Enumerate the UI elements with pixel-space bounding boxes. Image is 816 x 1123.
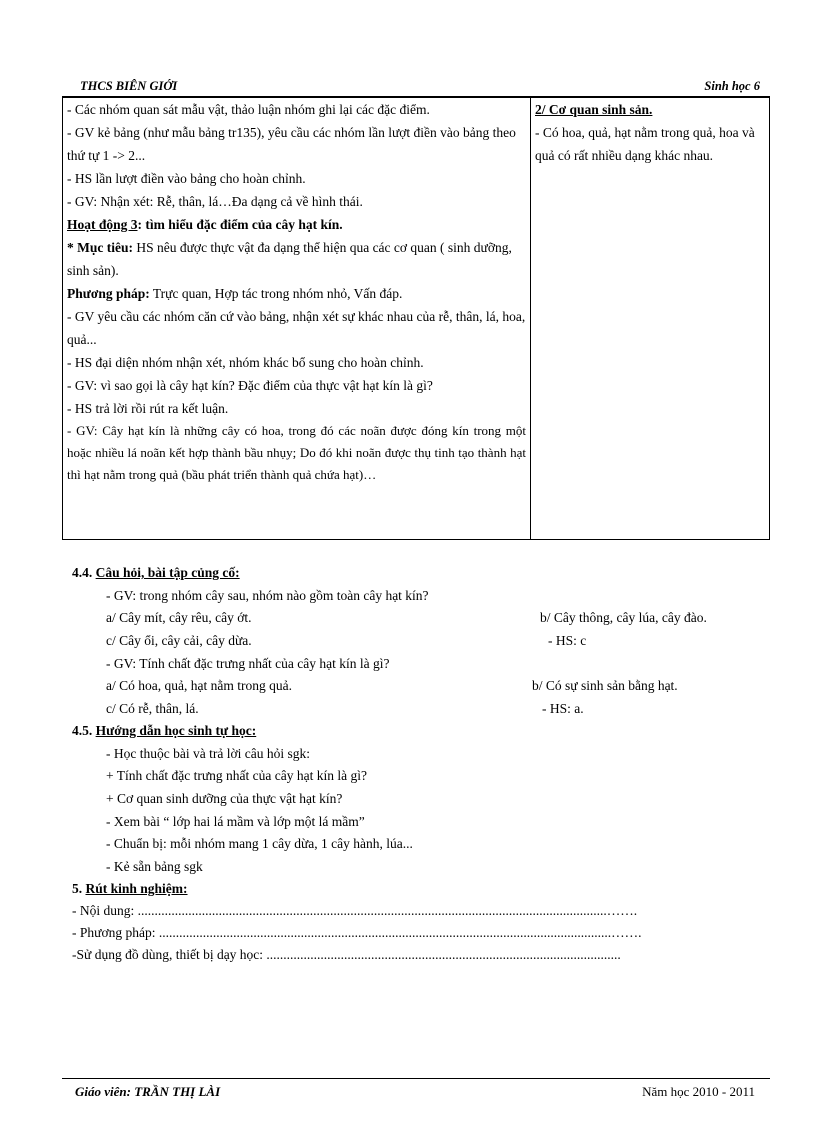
answer: - HS: c [548, 633, 587, 648]
objective: * Mục tiêu: HS nêu được thực vật đa dạng thể hiện qua các cơ quan ( sinh dưỡng, sinh sản). [67, 240, 512, 278]
option: a/ Có hoa, quả, hạt nằm trong quả. [106, 678, 292, 693]
list-item: - Xem bài “ lớp hai lá mầm và lớp một lá mầm” [106, 814, 365, 829]
list-item: + Cơ quan sinh dưỡng của thực vật hạt kín? [106, 791, 343, 806]
left-line: - GV: Nhận xét: Rễ, thân, lá…Đa dạng cả về hình thái. [67, 194, 363, 209]
option: b/ Có sự sinh sản bằng hạt. [532, 678, 678, 693]
left-line: - HS trả lời rồi rút ra kết luận. [67, 401, 229, 416]
question: - GV: trong nhóm cây sau, nhóm nào gồm toàn cây hạt kín? [106, 588, 429, 603]
question: - GV: Tính chất đặc trưng nhất của cây hạt kín là gì? [106, 656, 390, 671]
option: c/ Cây ổi, cây cải, cây dừa. [106, 633, 252, 648]
right-heading: 2/ Cơ quan sinh sản. [535, 102, 653, 117]
section-title: Rút kinh nghiệm: [85, 881, 188, 896]
section-5: 5. Rút kinh nghiệm: - Nội dung: ...........................................................................................................................................……. - Phương pháp: ......................................................................................................................................……. -Sử dụng đồ dùng, thiết bị dạy học: ......................................................................................................... [72, 878, 762, 968]
left-line: - GV yêu cầu các nhóm căn cứ vào bảng, nhận xét sự khác nhau của rễ, thân, lá, hoa, quả... [67, 309, 526, 347]
option: b/ Cây thông, cây lúa, cây đào. [540, 610, 707, 625]
section-4-4: 4.4. Câu hỏi, bài tập củng cố: - GV: trong nhóm cây sau, nhóm nào gồm toàn cây hạt kín? a/ Cây mít, cây rêu, cây ớt. b/ Cây thông, cây lúa, cây đào. c/ Cây ổi, cây cải, cây dừa. - HS: c - GV: Tính chất đặc trưng nhất của cây hạt kín là gì? a/ Có hoa, quả, hạt nằm trong quả. b/ Có sự sinh sản bằng hạt. c/ Có rễ, thân, lá. - HS: a. [72, 562, 762, 722]
school-name: THCS BIÊN GIỚI [80, 79, 178, 93]
option: a/ Cây mít, cây rêu, cây ớt. [106, 610, 252, 625]
school-year: Năm học 2010 - 2011 [642, 1084, 755, 1099]
gv-conclusion: - GV: Cây hạt kín là những cây có hoa, trong đó các noãn được đóng kín trong một hoặc nhiều lá noãn kết hợp thành bầu nhụy; Do đó khi noãn được thụ tinh tạo thành hạt thì hạt nằm trong quả (bầu phát triển thành quả chứa hạt)… [67, 423, 526, 482]
page-header [80, 79, 760, 97]
left-line: - GV kẻ bảng (như mẫu bảng tr135), yêu cầu các nhóm lần lượt điền vào bảng theo thứ tự 1 -> 2... [67, 125, 516, 163]
left-line: - HS đại diện nhóm nhận xét, nhóm khác bổ sung cho hoàn chỉnh. [67, 355, 424, 370]
list-item: - Kẻ sẵn bảng sgk [106, 859, 203, 874]
feedback-line: - Nội dung: ...........................................................................................................................................……. [72, 903, 638, 918]
method: Phương pháp: Trực quan, Hợp tác trong nhóm nhỏ, Vấn đáp. [67, 286, 403, 301]
lesson-table [62, 97, 770, 540]
right-text: - Có hoa, quả, hạt nằm trong quả, hoa và quả có rất nhiều dạng khác nhau. [535, 125, 755, 163]
feedback-line: -Sử dụng đồ dùng, thiết bị dạy học: ......................................................................................................... [72, 947, 621, 962]
section-title: Hướng dẫn học sinh tự học: [95, 723, 257, 738]
section-4-5: 4.5. Hướng dẫn học sinh tự học: - Học thuộc bài và trả lời câu hỏi sgk: + Tính chất đặc trưng nhất của cây hạt kín là gì? + Cơ quan sinh dưỡng của thực vật hạt kín? - Xem bài “ lớp hai lá mầm và lớp một lá mầm” - Chuẩn bị: mỗi nhóm mang 1 cây dừa, 1 cây hành, lúa... - Kẻ sẵn bảng sgk [72, 720, 762, 880]
left-line: - Các nhóm quan sát mẫu vật, thảo luận nhóm ghi lại các đặc điểm. [67, 102, 430, 117]
list-item: - Chuẩn bị: mỗi nhóm mang 1 cây dừa, 1 cây hành, lúa... [106, 836, 413, 851]
content-column [531, 98, 770, 540]
answer: - HS: a. [542, 701, 584, 716]
list-item: + Tính chất đặc trưng nhất của cây hạt kín là gì? [106, 768, 367, 783]
teacher-name: Giáo viên: TRẦN THỊ LÀI [75, 1084, 221, 1099]
subject-name: Sinh học 6 [704, 79, 760, 93]
activity-column [63, 98, 531, 540]
list-item: - Học thuộc bài và trả lời câu hỏi sgk: [106, 746, 310, 761]
left-line: - HS lần lượt điền vào bảng cho hoàn chỉnh. [67, 171, 306, 186]
feedback-line: - Phương pháp: ......................................................................................................................................……. [72, 925, 642, 940]
section-title: Câu hỏi, bài tập củng cố: [95, 565, 240, 580]
footer-rule [62, 1078, 770, 1079]
left-line: - GV: vì sao gọi là cây hạt kín? Đặc điểm của thực vật hạt kín là gì? [67, 378, 433, 393]
option: c/ Có rễ, thân, lá. [106, 701, 199, 716]
activity-heading: Hoạt động 3: tìm hiểu đặc điểm của cây hạt kín. [67, 217, 343, 232]
